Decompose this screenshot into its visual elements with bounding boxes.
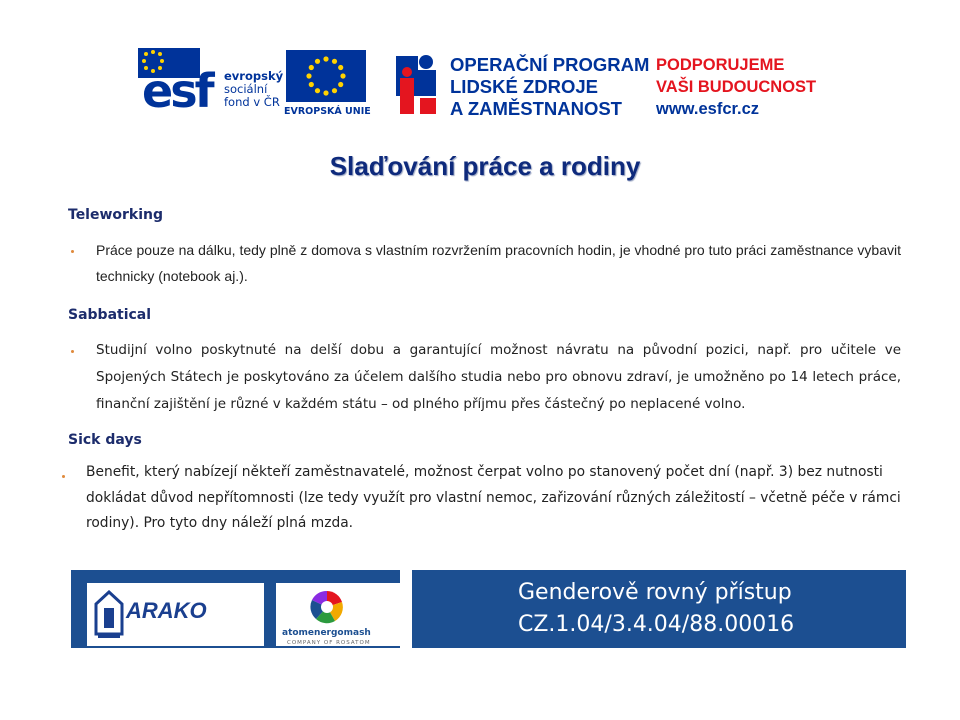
esf-tagline [224,70,284,109]
op-line-2: LIDSKÉ ZDROJE [450,76,599,97]
esf-line-3: fond v ČR [224,95,280,109]
people-puzzle-icon [396,52,442,118]
page-title-text: Slaďování práce a rodiny [329,151,641,181]
support-slogan [656,54,816,120]
atomenergomash-emblem-icon [308,588,346,626]
op-line-3: A ZAMĚSTNANOST [450,98,622,119]
atomenergomash-wordmark: atomenergomash [282,628,371,638]
support-line-1: PODPORUJEME [656,56,785,74]
section-heading-teleworking: Teleworking [68,207,164,223]
project-name: Genderově rovný přístup [518,580,792,605]
project-info [518,577,794,641]
arako-wordmark: ARAKO [126,598,207,623]
support-url: www.esfcr.cz [656,100,760,118]
section-text-teleworking: Práce pouze na dálku, tedy plně z domova s vlastním rozvržením pracovních hodin, je vhodné pro tuto práci zaměstnance vybavit technicky (notebook aj.). [96,242,901,284]
support-line-2: VAŠI BUDOUCNOST [656,78,817,96]
eu-label: EVROPSKÁ UNIE [284,106,371,117]
project-code: CZ.1.04/3.4.04/88.00016 [518,612,795,637]
bullet-icon [71,350,74,353]
esf-logo [138,48,284,120]
atomenergomash-subtitle: COMPANY OF ROSATOM [287,640,371,646]
page-title [0,151,960,182]
section-text-sick-days: Benefit, který nabízejí někteří zaměstnavatelé, možnost čerpat volno po stanovený počet dní (např. 3) bez nutnosti dokládat důvod nepřítomnosti (lze tedy využít pro vlastní nemoc, zařizování různých záležitostí – včetně péče v rámci rodiny). Pro tyto dny náleží plná mzda. [86,464,901,531]
section-text-sabbatical: Studijní volno poskytnuté na delší dobu a garantující možnost návratu na původní pozici, např. pro učitele ve Spojených Státech je poskytováno za účelem dalšího studia nebo pro obnovu zdraví, je umožněno po 14 letech práce, finanční zajištění je různé v každém státu – od plného příjmu přes částečný po neplacené volno. [96,342,901,412]
esf-line-2: sociální [224,82,268,96]
logo-banner [138,48,822,122]
eu-flag-icon [286,50,366,102]
bullet-icon [62,475,65,478]
eu-logo [284,50,371,120]
op-program-name [450,54,649,120]
arako-emblem-icon [92,590,126,640]
bullet-icon [71,250,74,253]
section-heading-sick-days: Sick days [68,432,142,448]
esf-wordmark: esf [142,64,212,118]
op-line-1: OPERAČNÍ PROGRAM [450,54,650,75]
section-heading-sabbatical: Sabbatical [68,307,152,323]
esf-line-1: evropský [224,69,284,83]
